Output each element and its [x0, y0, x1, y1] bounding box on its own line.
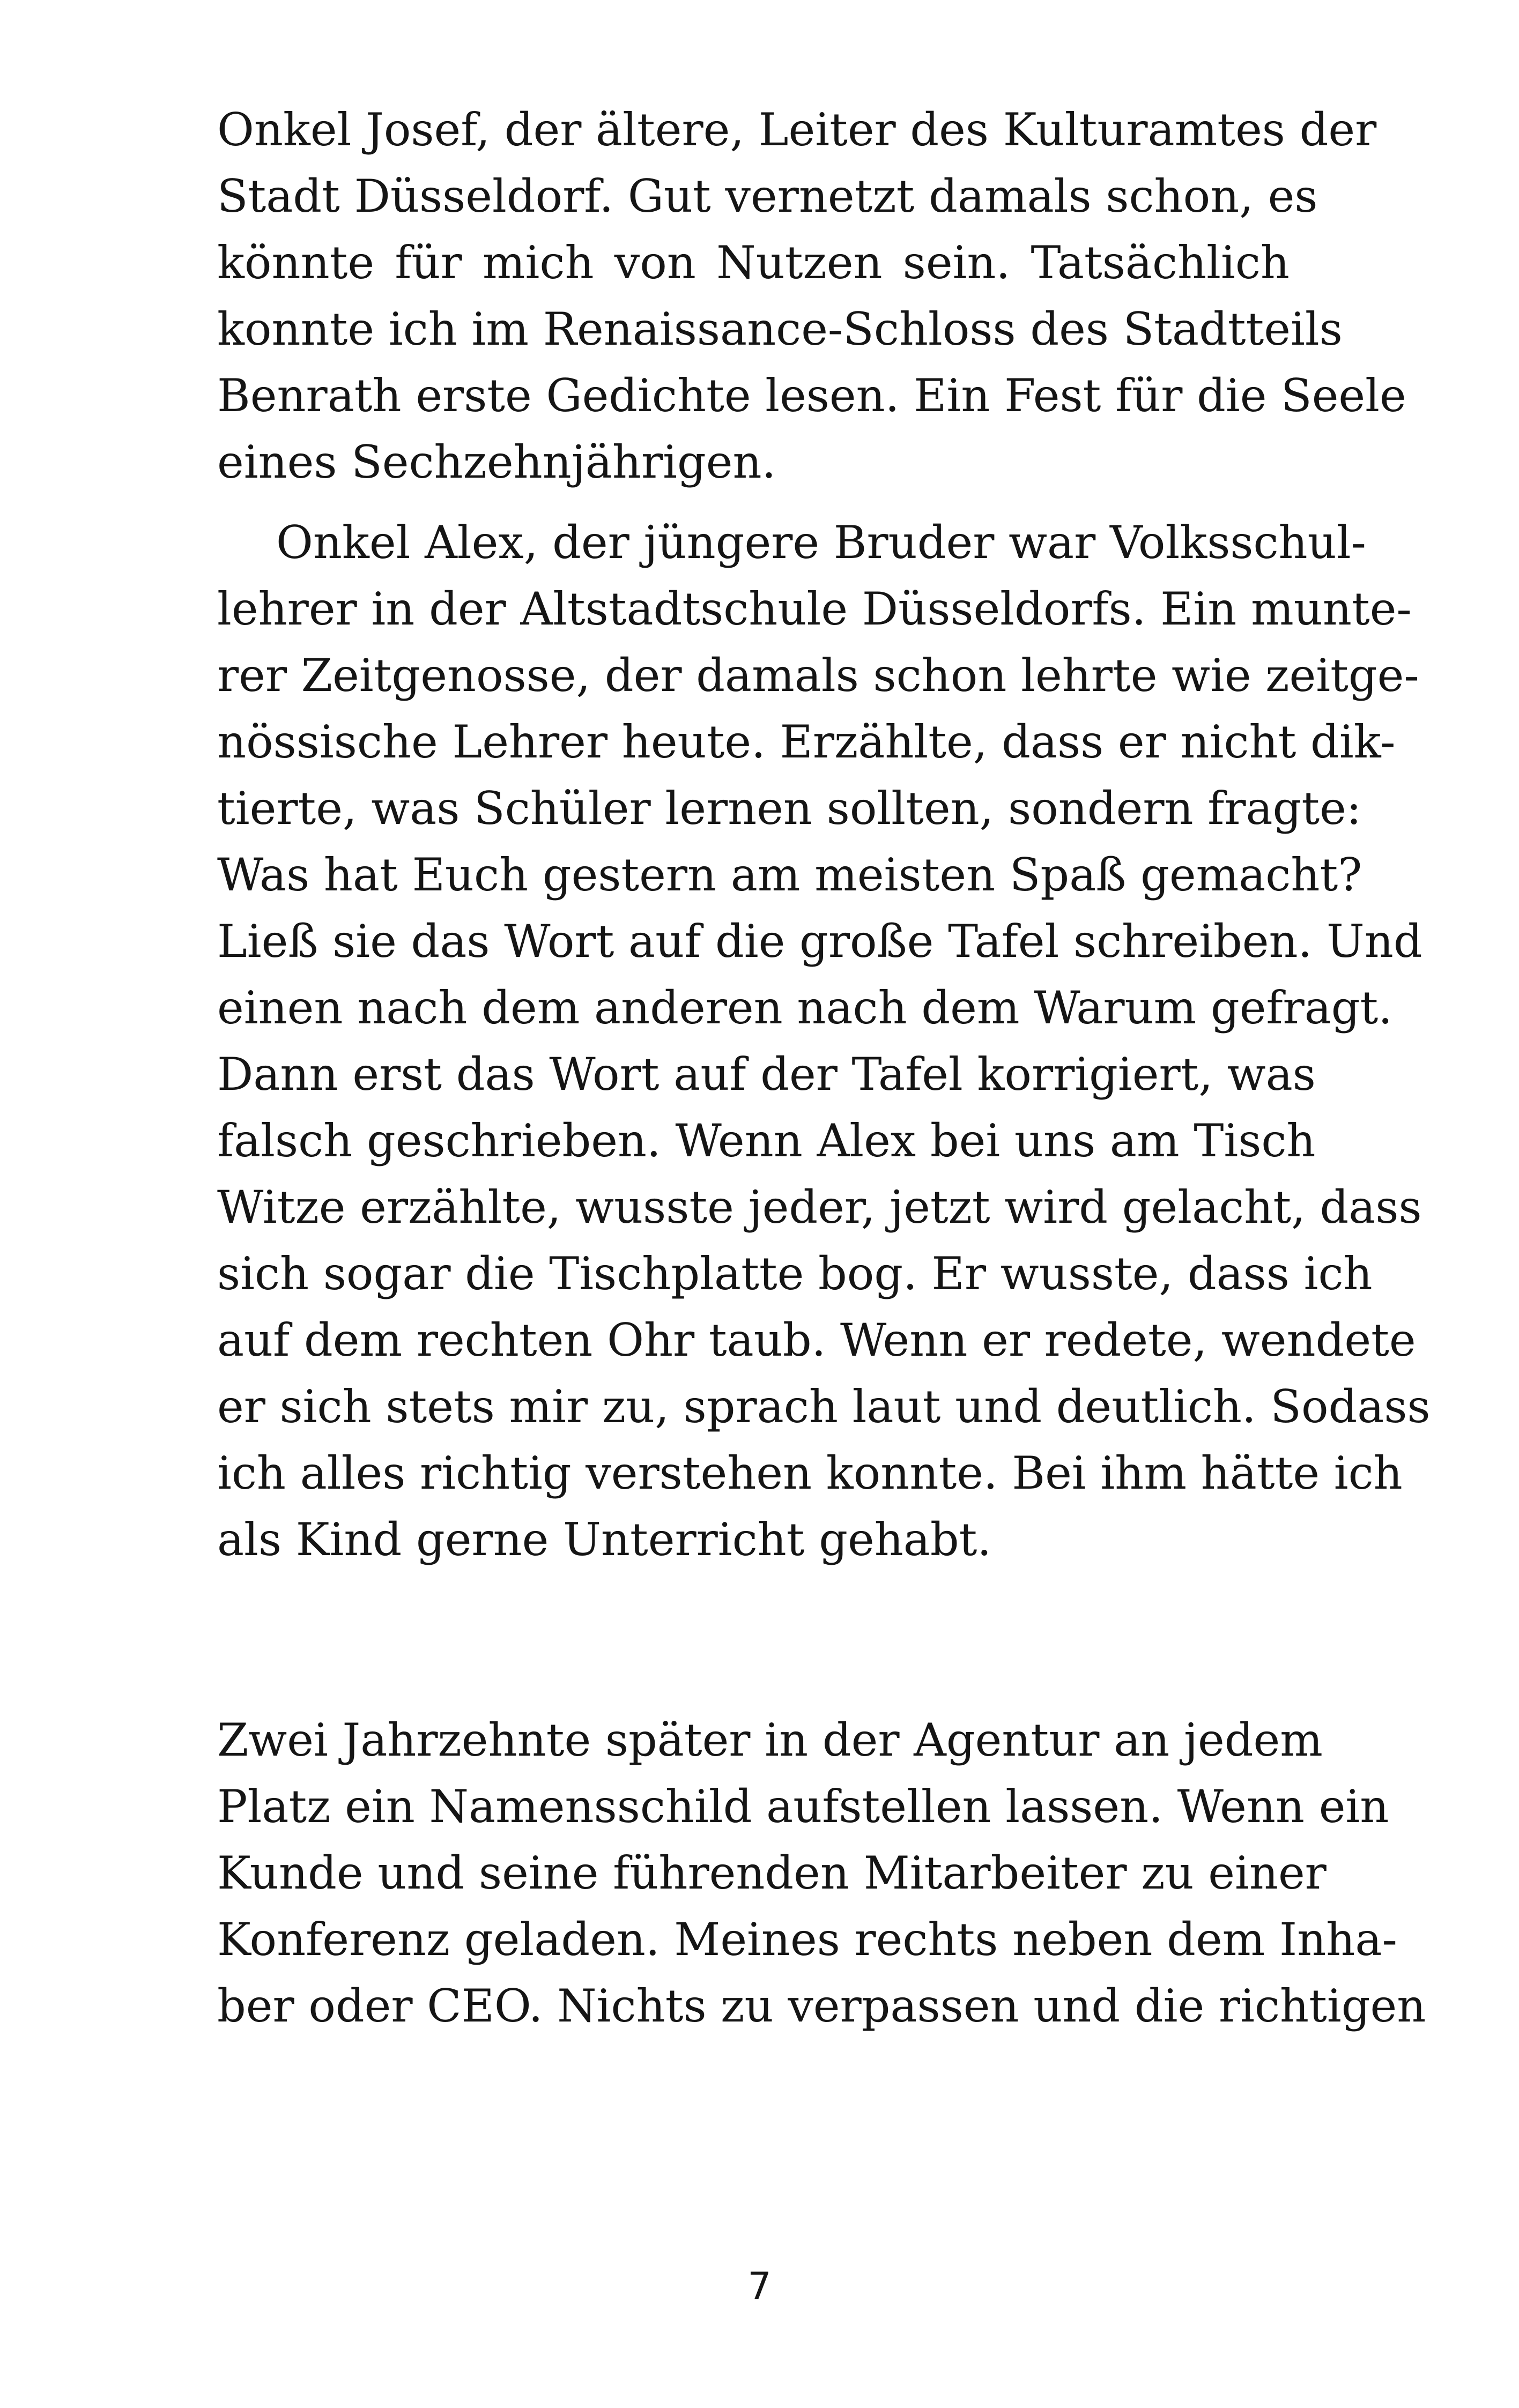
text-line: könnte für mich von Nutzen sein. Tatsächlich — [217, 236, 1290, 289]
text-line: rer Zeitgenosse, der damals schon lehrte wie zeitge- — [217, 649, 1419, 702]
text-line: er sich stets mir zu, sprach laut und deutlich. Sodass — [217, 1380, 1431, 1433]
text-line: tierte, was Schüler lernen sollten, sondern fragte: — [217, 782, 1362, 835]
text-line: Was hat Euch gestern am meisten Spaß gemacht? — [217, 849, 1362, 901]
text-line: Benrath erste Gedichte lesen. Ein Fest für die Seele — [217, 369, 1406, 422]
text-line: ich alles richtig verstehen konnte. Bei ihm hätte ich — [217, 1447, 1403, 1499]
text-line: auf dem rechten Ohr taub. Wenn er redete, wendete — [217, 1314, 1416, 1366]
text-line: falsch geschrieben. Wenn Alex bei uns am Tisch — [217, 1114, 1316, 1167]
text-line: Stadt Düsseldorf. Gut vernetzt damals schon, es — [217, 170, 1318, 222]
text-line: Konferenz geladen. Meines rechts neben dem Inha- — [217, 1913, 1397, 1966]
text-line: nössische Lehrer heute. Erzählte, dass er nicht dik- — [217, 716, 1396, 768]
text-line: Witze erzählte, wusste jeder, jetzt wird gelacht, dass — [217, 1181, 1422, 1233]
text-line: Kunde und seine führenden Mitarbeiter zu einer — [217, 1847, 1327, 1899]
text-line: konnte ich im Renaissance-Schloss des Stadtteils — [217, 303, 1343, 355]
text-line: Onkel Alex, der jüngere Bruder war Volksschul- — [276, 516, 1366, 569]
paragraph-onkel-alex — [217, 509, 1431, 1573]
text-line: Zwei Jahrzehnte später in der Agentur an jedem — [217, 1714, 1323, 1766]
text-line: sich sogar die Tischplatte bog. Er wusste, dass ich — [217, 1247, 1373, 1300]
page-body — [217, 96, 1431, 2039]
text-line: lehrer in der Altstadtschule Düsseldorfs. Ein munte- — [217, 583, 1412, 635]
text-line: Ließ sie das Wort auf die große Tafel schreiben. Und — [217, 915, 1422, 968]
text-line: als Kind gerne Unterricht gehabt. — [217, 1513, 992, 1566]
text-line: einen nach dem anderen nach dem Warum gefragt. — [217, 982, 1392, 1034]
text-line: Platz ein Namensschild aufstellen lassen. Wenn ein — [217, 1780, 1389, 1833]
text-line: ber oder CEO. Nichts zu verpassen und die richtigen — [217, 1980, 1426, 2032]
text-line: Dann erst das Wort auf der Tafel korrigiert, was — [217, 1048, 1316, 1101]
text-line: Onkel Josef, der ältere, Leiter des Kulturamtes der — [217, 103, 1377, 156]
paragraph-agentur — [217, 1707, 1426, 2039]
page-number: 7 — [747, 2264, 772, 2308]
text-line: eines Sechzehnjährigen. — [217, 436, 776, 488]
paragraph-onkel-josef — [217, 96, 1406, 495]
